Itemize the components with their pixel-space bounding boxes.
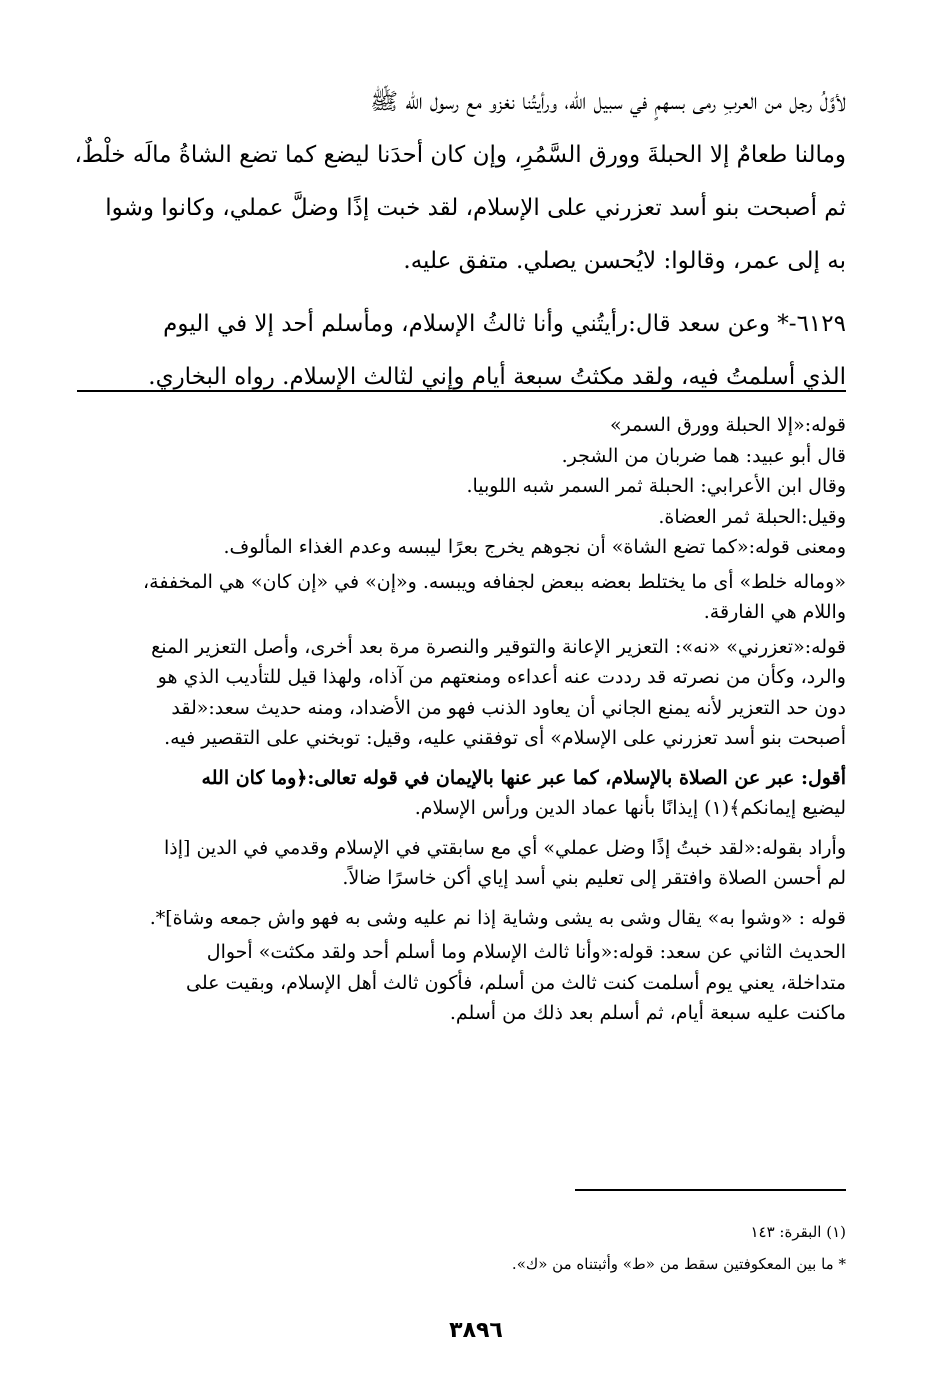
footnote-reference: (١) البقرة: ١٤٣ bbox=[750, 1223, 846, 1241]
commentary-line: قوله:«تعزرني» «نه»: التعزير الإعانة والتوقير والنصرة مرة بعد أخرى، وأصل التعزير المنع bbox=[151, 635, 846, 658]
section-divider bbox=[77, 390, 846, 392]
hadith-line: الذي أسلمتُ فيه، ولقد مكثتُ سبعة أيام وإني لثالث الإسلام. رواه البخاري. bbox=[148, 364, 846, 390]
footnote-divider bbox=[575, 1189, 846, 1191]
commentary-line: قال أبو عبيد: هما ضربان من الشجر. bbox=[561, 444, 846, 467]
commentary-line: متداخلة، يعني يوم أسلمت كنت ثالث من أسلم، فأكون ثالث أهل الإسلام، وبقيت على bbox=[185, 971, 846, 994]
commentary-line: والرد، وكأن من نصرته قد رددت عنه أعداءه ومنعتهم من آذاه، ولهذا قيل للتأديب الذي هو bbox=[157, 666, 846, 688]
page-number: ٣٨٩٦ bbox=[449, 1318, 503, 1343]
main-line: به إلى عمر، وقالوا: لايُحسن يصلي. متفق عليه. bbox=[403, 248, 846, 274]
commentary-line: قوله : «وشوا به» يقال وشى به يشى وشاية إذا نم عليه وشى به فهو واش جمعه وشاة]*. bbox=[149, 906, 846, 929]
main-line: ثم أصبحت بنو أسد تعزرني على الإسلام، لقد خبت إذًا وضلَّ عملي، وكانوا وشوا bbox=[105, 195, 846, 221]
commentary-paragraph bbox=[74, 763, 846, 824]
commentary-paragraph bbox=[74, 833, 846, 894]
commentary-line: الحديث الثاني عن سعد: قوله:«وأنا ثالث الإسلام وما أسلم أحد ولقد مكثت» أحوال bbox=[206, 941, 846, 963]
main-line: ومالنا طعامٌ إلا الحبلةَ وورق السَّمُرِ، وإن كان أحدَنا ليضع كما تضع الشاةُ مالَه خلْطٌ، bbox=[74, 142, 846, 168]
main-line: لأوَّلُ رجل من العربِ رمى بسهمٍ في سبيل الله، ورأيتُنا نغزو مع رسول الله ﷺ bbox=[370, 89, 846, 115]
footnotes bbox=[74, 1216, 846, 1280]
commentary-line: أقول: عبر عن الصلاة بالإسلام، كما عبر عنها بالإيمان في قوله تعالى:﴿وما كان الله bbox=[201, 766, 846, 789]
commentary-line: ماكنت عليه سبعة أيام، ثم أسلم بعد ذلك من أسلم. bbox=[449, 1002, 846, 1024]
commentary-line: لم أحسن الصلاة وافتقر إلى تعليم بني أسد إياي أكن خاسرًا ضالاً. bbox=[342, 867, 846, 889]
commentary-paragraph bbox=[74, 937, 846, 1029]
commentary-line: ومعنى قوله:«كما تضع الشاة» أن نجوهم يخرج بعرًا ليبسه وعدم الغذاء المألوف. bbox=[223, 536, 846, 558]
commentary-line: وقال ابن الأعرابي: الحبلة ثمر السمر شبه اللوبيا. bbox=[466, 475, 846, 497]
commentary-line: قوله:«إلا الحبلة وورق السمر» bbox=[609, 414, 846, 436]
commentary-line: «وماله خلط» أى ما يختلط بعضه ببعض لجفافه ويبسه. و«إن» في «إن كان» هي المخففة، bbox=[143, 570, 846, 593]
commentary bbox=[74, 410, 846, 1029]
commentary-line: وقيل:الحبلة ثمر العضاة. bbox=[658, 505, 846, 528]
commentary-paragraph bbox=[74, 632, 846, 754]
footnote-note: * ما بين المعكوفتين سقط من «ط» وأثبتناه من «ك». bbox=[511, 1255, 846, 1273]
hadith-6129 bbox=[74, 298, 846, 404]
hadith-line: ٦١٢٩-* وعن سعد قال:رأيتُني وأنا ثالثُ الإسلام، ومأسلم أحد إلا في اليوم bbox=[163, 311, 846, 337]
commentary-line: وأراد بقوله:«لقد خبتُ إذًا وضل عملي» أي مع سابقتي في الإسلام وقدمي في الدين [إذا bbox=[164, 836, 846, 859]
commentary-paragraph bbox=[74, 567, 846, 628]
commentary-line: واللام هي الفارقة. bbox=[703, 601, 846, 623]
commentary-line: دون حد التعزير لأنه يمنع الجاني أن يعاود الذنب فهو من الأضداد، ومنه حديث سعد:«لقد bbox=[171, 696, 846, 719]
commentary-paragraph bbox=[74, 903, 846, 934]
commentary-line: أصبحت بنو أسد تعزرني على الإسلام» أى توفقني عليه، وقيل: توبخني على التقصير فيه. bbox=[164, 727, 846, 749]
hadith-main-text bbox=[74, 76, 846, 404]
commentary-line: ليضيع إيمانكم﴾(١) إيذانًا بأنها عماد الدين ورأس الإسلام. bbox=[414, 797, 846, 819]
